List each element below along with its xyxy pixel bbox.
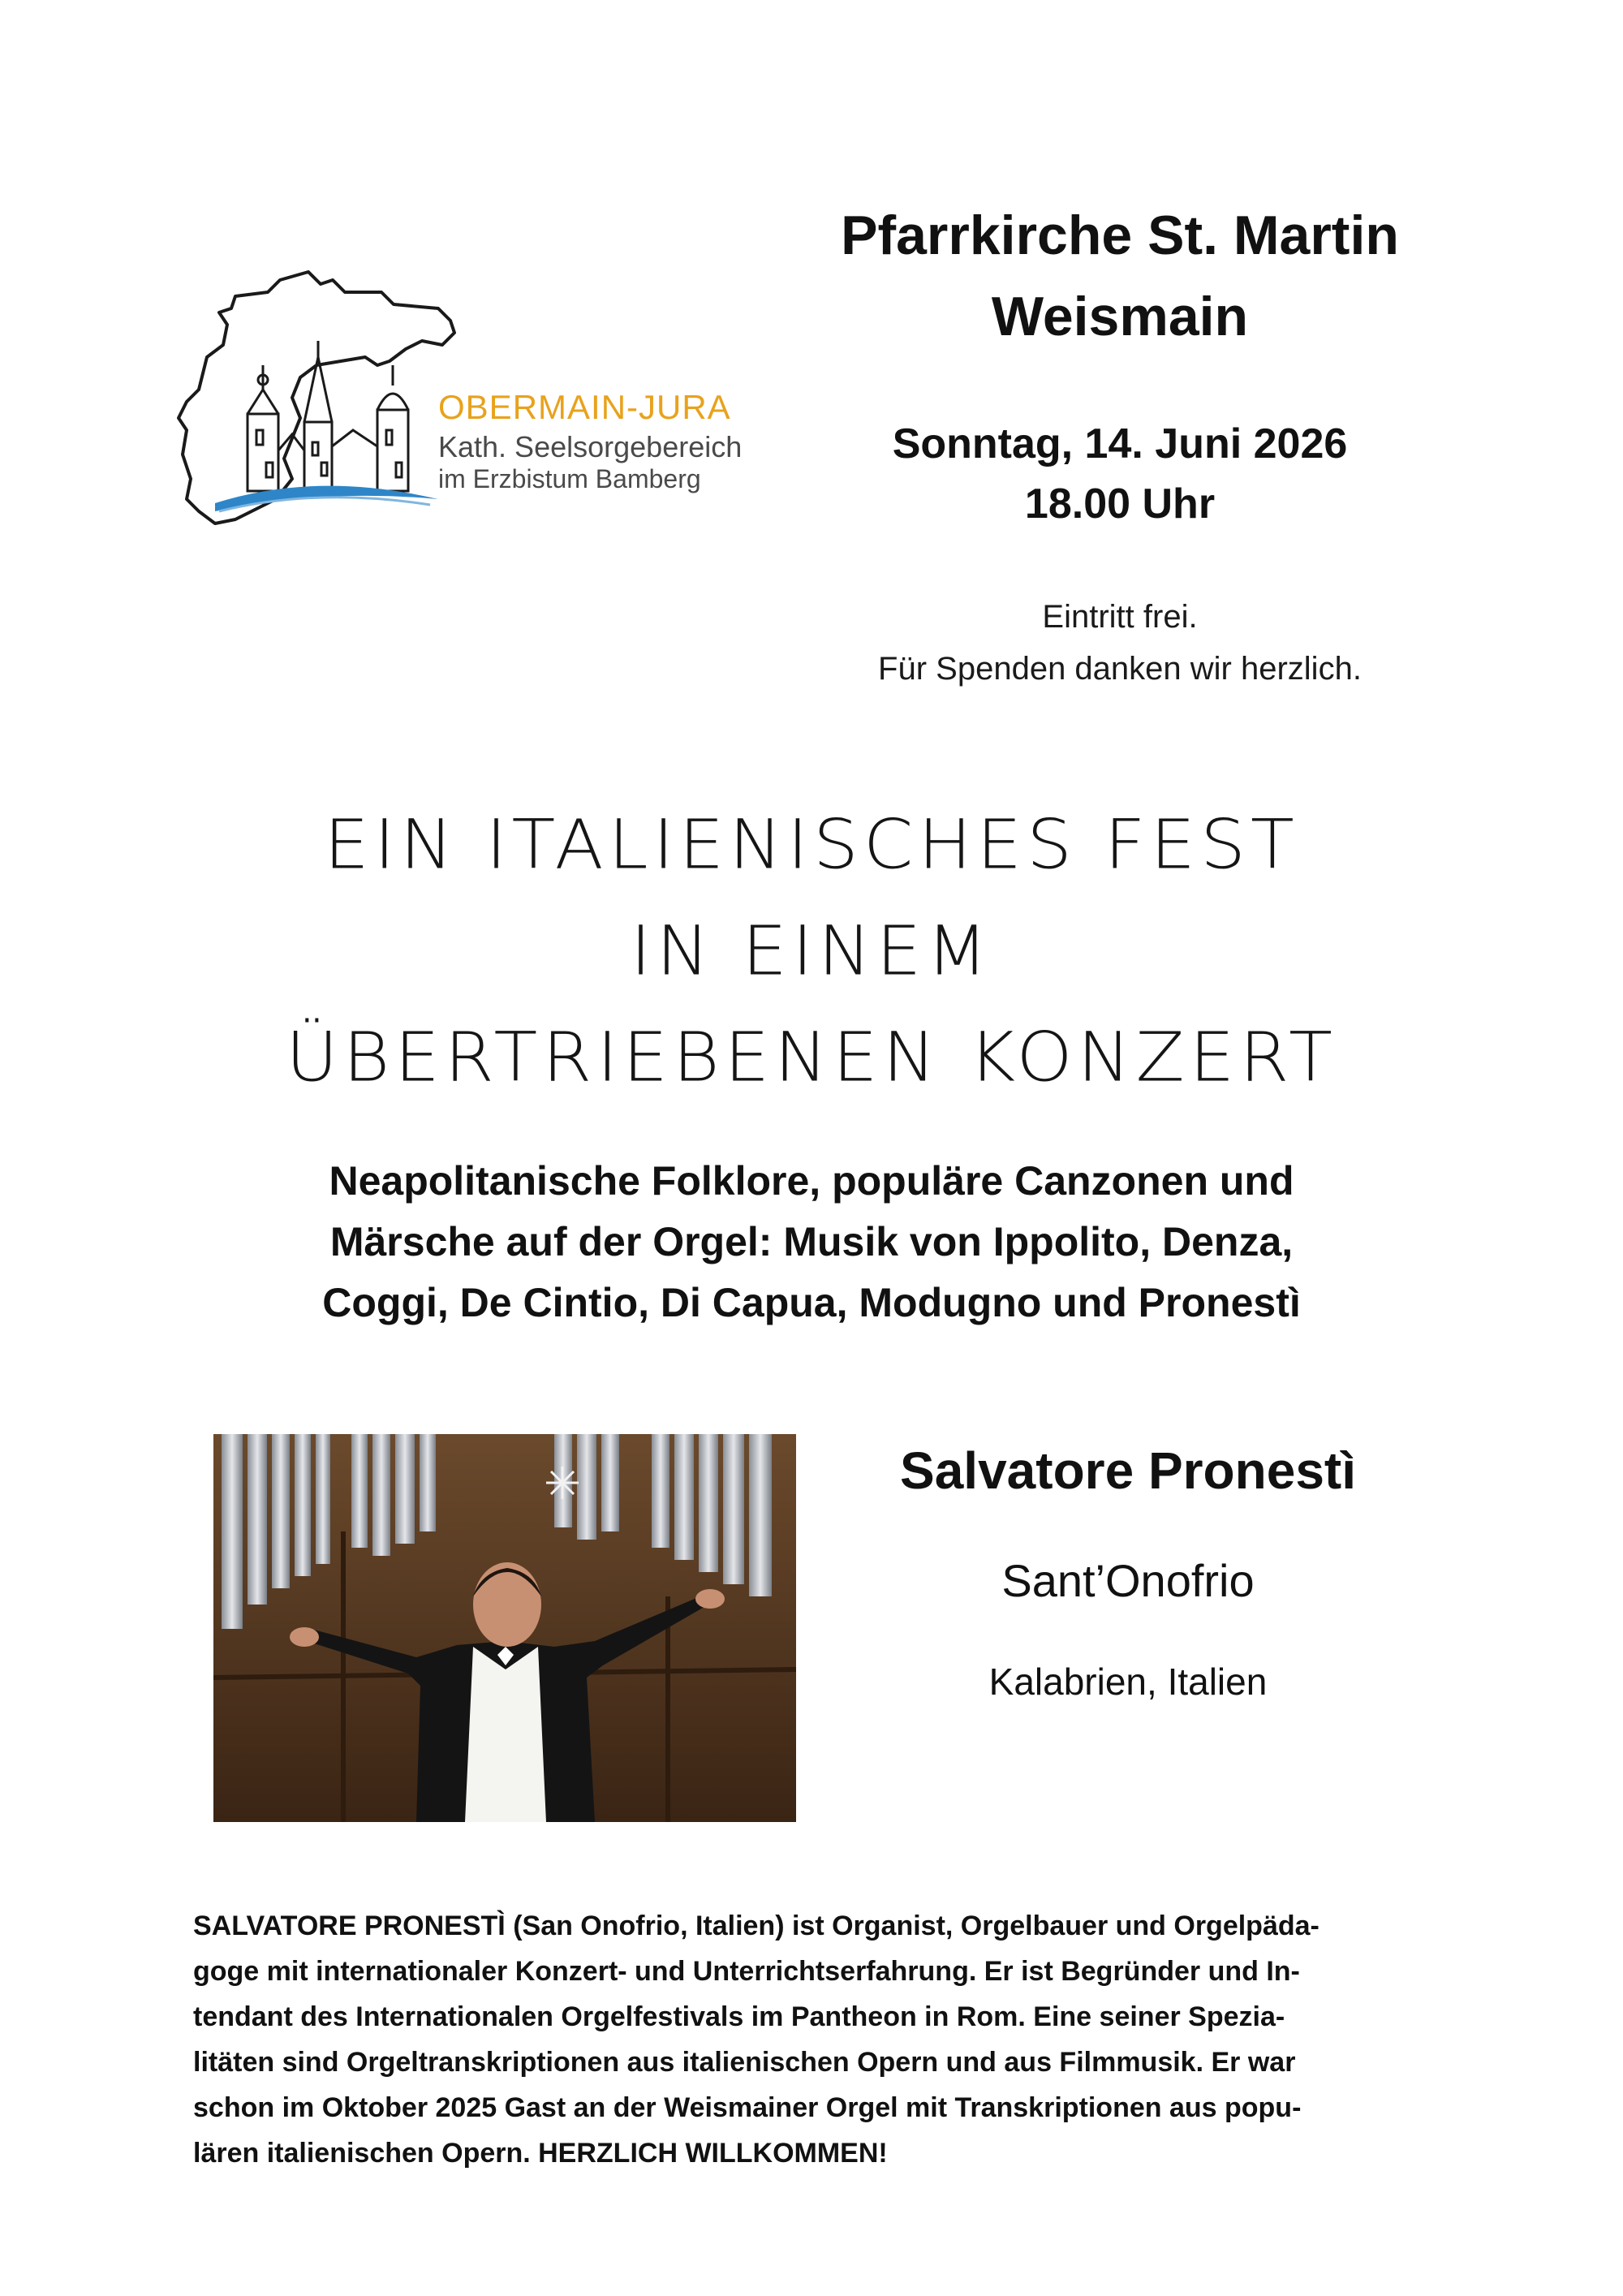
organist-at-organ-photo-icon [213,1434,796,1822]
subtitle-line2: Märsche auf der Orgel: Musik von Ippolito, Denza, [329,1219,1294,1264]
title-line3: ÜBERTRIEBENEN KONZERT [286,1017,1337,1097]
performer-region: Kalabrien, Italien [988,1661,1268,1703]
event-date: Sonntag, 14. Juni 2026 [892,420,1348,467]
performer-photo [213,1434,796,1822]
bio-line: goge mit internationaler Konzert- und Unterrichtserfahrung. Er ist Begründer und In- [193,1956,1300,1987]
logo-brand-text: OBERMAIN-JURA [438,388,731,426]
program-description [162,1151,1461,1333]
entry-info [779,591,1461,695]
event-time: 18.00 Uhr [1024,480,1216,528]
bio-line: schon im Oktober 2025 Gast an der Weismainer Orgel mit Transkriptionen aus popu- [193,2092,1302,2123]
performer-bio [193,1903,1443,2176]
church-name [779,195,1461,357]
bio-line: litäten sind Orgeltranskriptionen aus italienischen Opern und aus Filmmusik. Er war [193,2047,1296,2078]
performer-town: Sant’Onofrio [1001,1555,1255,1606]
church-line1: Pfarrkirche St. Martin [841,205,1399,266]
title-line2: IN EINEM [630,911,993,991]
event-datetime [779,414,1461,534]
bio-line: SALVATORE PRONESTÌ (San Onofrio, Italien) ist Organist, Orgelbauer und Orgelpäda- [193,1910,1319,1941]
entry-line1: Eintritt frei. [1042,599,1198,635]
subtitle-line3: Coggi, De Cintio, Di Capua, Modugno und Pronestì [322,1280,1301,1325]
performer-name: Salvatore Pronestì [900,1441,1356,1500]
bio-line: tendant des Internationalen Orgelfestivals im Pantheon in Rom. Eine seiner Spezia- [193,2001,1285,2032]
title-line1: EIN ITALIENISCHES FEST [324,804,1299,885]
church-line2: Weismain [991,286,1249,347]
entry-line2: Für Spenden danken wir herzlich. [878,651,1362,687]
logo-line1: Kath. Seelsorgebereich [438,430,743,463]
concert-title [122,791,1501,1110]
parish-logo [170,268,751,536]
bio-line: lären italienischen Opern. HERZLICH WILLKOMMEN! [193,2138,888,2169]
subtitle-line1: Neapolitanische Folklore, populäre Canzonen und [329,1158,1294,1204]
logo-line2: im Erzbistum Bamberg [438,464,701,493]
